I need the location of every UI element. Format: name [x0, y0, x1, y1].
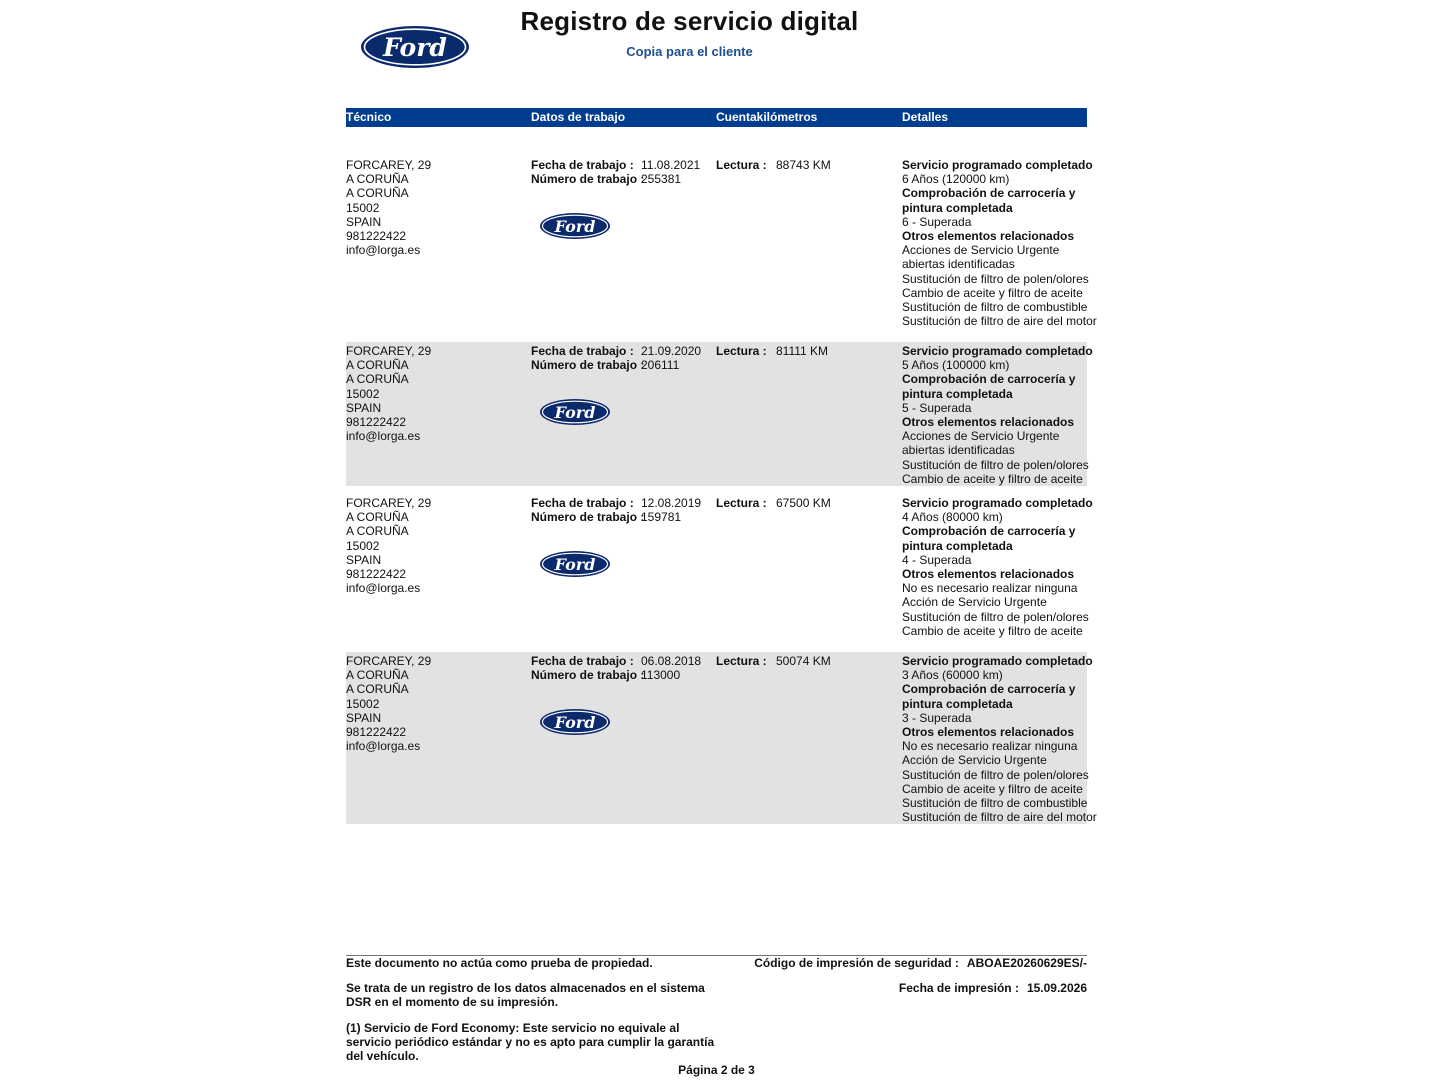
technician-line: 15002 [346, 538, 380, 553]
service-record [346, 652, 1097, 825]
job-number-label: Número de trabajo : [531, 358, 645, 373]
technician-address [346, 496, 526, 595]
detail-line: Servicio programado completado [902, 496, 1093, 510]
job-number: 206111 [641, 358, 680, 373]
detail-line: 6 - Superada [902, 214, 972, 229]
detail-line: 5 Años (100000 km) [902, 358, 1010, 373]
technician-address [346, 158, 526, 257]
service-record [346, 494, 1093, 644]
technician-line: 981222422 [346, 229, 407, 244]
dsr-note: Se trata de un registro de los datos almacenados en el sistema DSR en el momento de su impresión. [346, 981, 705, 1010]
technician-line: SPAIN [346, 400, 382, 415]
header-job-data: Datos de trabajo [531, 110, 626, 124]
header-details: Detalles [902, 110, 949, 124]
job-date: 06.08.2018 [641, 654, 702, 668]
technician-line: 15002 [346, 386, 380, 401]
detail-line: Acciones de Servicio Urgente [902, 243, 1060, 258]
technician-line: info@lorga.es [346, 739, 421, 754]
job-number: 113000 [641, 668, 681, 683]
ford-oval-logo-icon [539, 398, 611, 426]
odometer [716, 158, 896, 172]
job-data [531, 496, 711, 524]
print-date [899, 981, 1087, 995]
detail-line: abiertas identificadas [902, 257, 1015, 272]
technician-line: info@lorga.es [346, 581, 421, 596]
service-details [902, 158, 1097, 329]
detail-line: Comprobación de carrocería y [902, 372, 1076, 387]
odometer-label: Lectura : [716, 158, 767, 172]
technician-line: 15002 [346, 696, 380, 711]
detail-line: Servicio programado completado [902, 654, 1093, 668]
detail-line: Sustitución de filtro de polen/olores [902, 271, 1089, 286]
odometer [716, 344, 896, 358]
odometer [716, 496, 896, 510]
job-data [531, 654, 711, 682]
service-details [902, 344, 1093, 486]
print-date-label: Fecha de impresión : [898, 981, 1019, 995]
detail-line: Sustitución de filtro de combustible [902, 300, 1088, 315]
odometer-reading: 81111 KM [776, 344, 829, 358]
odometer-label: Lectura : [716, 496, 767, 510]
dealer-logo [539, 550, 611, 581]
odometer-reading: 50074 KM [776, 654, 831, 668]
detail-line: Cambio de aceite y filtro de aceite [902, 471, 1083, 486]
job-data [531, 158, 711, 186]
technician-line: 981222422 [346, 567, 407, 582]
header-technician: Técnico [346, 110, 392, 124]
odometer [716, 654, 896, 668]
ford-logo-text: Ford [554, 217, 596, 236]
technician-line: SPAIN [346, 214, 382, 229]
job-data [531, 344, 711, 372]
detail-line: Sustitución de filtro de aire del motor [902, 314, 1097, 329]
table-header [346, 108, 1087, 127]
ford-oval-logo-icon [539, 550, 611, 578]
document-page [346, 0, 1097, 1080]
technician-line: info@lorga.es [346, 243, 421, 258]
ford-oval-logo-icon [360, 25, 470, 69]
job-number: 255381 [641, 172, 682, 187]
ford-oval-logo-icon [539, 708, 611, 736]
detail-line: 4 Años (80000 km) [902, 510, 1003, 525]
technician-line: 981222422 [346, 725, 407, 740]
economy-note: (1) Servicio de Ford Economy: Este servicio no equivale al servicio periódico estándar y no es apto para cumplir la garantía del vehículo. [346, 1021, 715, 1064]
technician-line: A CORUÑA [346, 668, 409, 683]
detail-line: Cambio de aceite y filtro de aceite [902, 623, 1083, 638]
ford-logo-text: Ford [554, 713, 596, 732]
page-title: Registro de servicio digital [520, 6, 859, 36]
ford-logo-text: Ford [383, 33, 447, 62]
job-date: 11.08.2021 [641, 158, 701, 172]
detail-line: pintura completada [902, 386, 1013, 401]
detail-line: Sustitución de filtro de aire del motor [902, 810, 1097, 825]
detail-line: 3 Años (60000 km) [902, 668, 1003, 683]
detail-line: No es necesario realizar ninguna [902, 739, 1078, 754]
technician-line: info@lorga.es [346, 429, 421, 444]
security-code-label: Código de impresión de seguridad : [754, 956, 959, 970]
page-subtitle: Copia para el cliente [626, 44, 753, 59]
detail-line: Comprobación de carrocería y [902, 682, 1076, 697]
detail-line: 4 - Superada [902, 552, 972, 567]
detail-line: Sustitución de filtro de polen/olores [902, 609, 1089, 624]
dealer-logo [539, 708, 611, 739]
detail-line: 5 - Superada [902, 400, 972, 415]
odometer-reading: 88743 KM [776, 158, 831, 172]
technician-line: FORCAREY, 29 [346, 158, 432, 172]
detail-line: Sustitución de filtro de polen/olores [902, 767, 1089, 782]
detail-line: pintura completada [902, 696, 1013, 711]
technician-line: SPAIN [346, 710, 382, 725]
detail-line: Acciones de Servicio Urgente [902, 429, 1060, 444]
technician-line: FORCAREY, 29 [346, 496, 432, 510]
technician-line: FORCAREY, 29 [346, 344, 432, 358]
security-code-value: ABOAE20260629ES/- [966, 956, 1087, 970]
detail-line: abiertas identificadas [902, 443, 1015, 458]
security-code [754, 956, 1087, 970]
dealer-logo [539, 398, 611, 429]
technician-line: A CORUÑA [346, 172, 409, 187]
detail-line: Otros elementos relacionados [902, 229, 1075, 244]
detail-line: Comprobación de carrocería y [902, 186, 1076, 201]
job-date-label: Fecha de trabajo : [531, 496, 634, 510]
detail-line: 6 Años (120000 km) [902, 172, 1010, 187]
detail-line: No es necesario realizar ninguna [902, 581, 1078, 596]
technician-line: SPAIN [346, 552, 382, 567]
technician-line: A CORUÑA [346, 682, 409, 697]
job-number-label: Número de trabajo : [531, 510, 645, 525]
technician-line: 15002 [346, 200, 380, 215]
ownership-note: Este documento no actúa como prueba de propiedad. [346, 956, 653, 970]
service-records [346, 156, 1097, 825]
detail-line: 3 - Superada [902, 710, 972, 725]
job-number-label: Número de trabajo : [531, 668, 645, 683]
job-number: 159781 [641, 510, 682, 525]
technician-line: FORCAREY, 29 [346, 654, 432, 668]
service-record [346, 342, 1093, 486]
technician-line: A CORUÑA [346, 510, 409, 525]
detail-line: Acción de Servicio Urgente [902, 595, 1047, 610]
job-date: 21.09.2020 [641, 344, 702, 358]
detail-line: Otros elementos relacionados [902, 567, 1075, 582]
detail-line: Otros elementos relacionados [902, 725, 1075, 740]
odometer-reading: 67500 KM [776, 496, 831, 510]
technician-line: A CORUÑA [346, 372, 409, 387]
header-odometer: Cuentakilómetros [716, 110, 818, 124]
ford-logo-text: Ford [554, 555, 596, 574]
technician-line: A CORUÑA [346, 358, 409, 373]
detail-line: Cambio de aceite y filtro de aceite [902, 285, 1083, 300]
detail-line: Cambio de aceite y filtro de aceite [902, 781, 1083, 796]
service-details [902, 496, 1093, 638]
detail-line: Servicio programado completado [902, 344, 1093, 358]
job-date: 12.08.2019 [641, 496, 702, 510]
job-date-label: Fecha de trabajo : [531, 654, 634, 668]
odometer-label: Lectura : [716, 654, 767, 668]
ford-logo-text: Ford [554, 403, 596, 422]
technician-line: A CORUÑA [346, 524, 409, 539]
odometer-label: Lectura : [716, 344, 767, 358]
detail-line: Sustitución de filtro de combustible [902, 796, 1088, 811]
page-number: Página 2 de 3 [678, 1063, 755, 1077]
detail-line: pintura completada [902, 538, 1013, 553]
ford-oval-logo-icon [539, 212, 611, 240]
job-number-label: Número de trabajo : [531, 172, 645, 187]
ford-logo [360, 25, 470, 74]
detail-line: Sustitución de filtro de polen/olores [902, 457, 1089, 472]
technician-address [346, 654, 526, 753]
job-date-label: Fecha de trabajo : [531, 158, 634, 172]
service-record [346, 156, 1097, 342]
detail-line: pintura completada [902, 200, 1013, 215]
job-date-label: Fecha de trabajo : [531, 344, 634, 358]
technician-line: 981222422 [346, 415, 407, 430]
detail-line: Acción de Servicio Urgente [902, 753, 1047, 768]
detail-line: Servicio programado completado [902, 158, 1093, 172]
detail-line: Otros elementos relacionados [902, 415, 1075, 430]
service-details [902, 654, 1097, 825]
technician-address [346, 344, 526, 443]
technician-line: A CORUÑA [346, 186, 409, 201]
print-date-value: 15.09.2026 [1026, 981, 1087, 995]
detail-line: Comprobación de carrocería y [902, 524, 1076, 539]
dealer-logo [539, 212, 611, 243]
